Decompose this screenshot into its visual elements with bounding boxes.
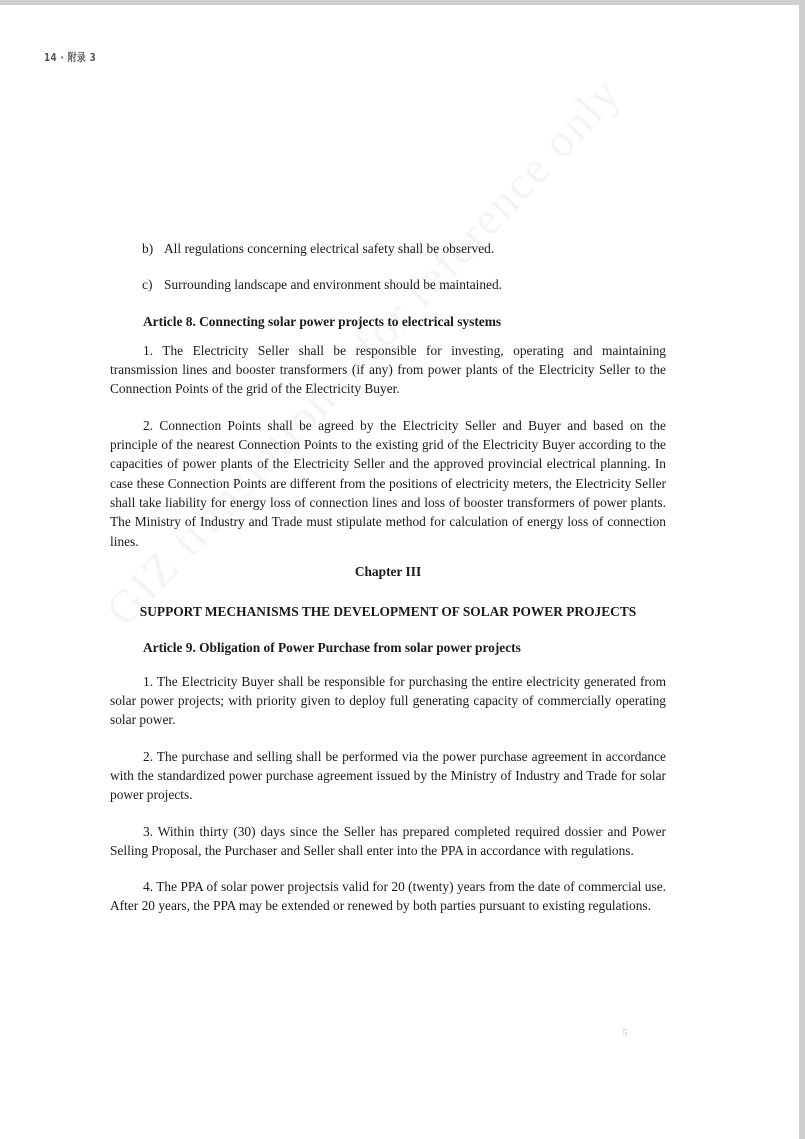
running-head: 14 · 附录 3 [44, 51, 97, 64]
article-9-paragraph-2: 2. The purchase and selling shall be performed via the power purchase agreement in accordance with the standardized power purchase agreement issued by the Ministry of Industry and Trade for solar power projects. [110, 748, 666, 803]
page-number: 5 [622, 1027, 628, 1039]
list-item-text: All regulations concerning electrical safety shall be observed. [164, 241, 495, 256]
list-item [110, 275, 666, 294]
list-item [110, 239, 666, 258]
chapter-number: Chapter III [354, 563, 422, 579]
article-8-paragraph-2: 2. Connection Points shall be agreed by the Electricity Seller and Buyer and based on the principle of the nearest Connection Points to the existing grid of the Electricity Buyer according to the capacities of power plants of the Electricity Seller and the approved provincial electrical planning. In case these Connection Points are different from the positions of electricity meters, the Electricity Seller shall take liability for energy loss of connection lines and loss of booster transformers of power plants. The Ministry of Industry and Trade must stipulate method for calculation of energy loss of connection lines. [110, 417, 666, 549]
document-body [110, 239, 666, 916]
viewer-scrollbar-edge[interactable] [799, 0, 805, 1139]
article-8-heading: Article 8. Connecting solar power projects to electrical systems [143, 313, 502, 329]
list-item-label: c) [142, 277, 153, 293]
list-item-text: Surrounding landscape and environment should be maintained. [164, 277, 503, 293]
list-item-label: b) [142, 241, 154, 256]
article-9-paragraph-1: 1. The Electricity Buyer shall be responsible for purchasing the entire electricity generated from solar power projects; with priority given to deploy full generating capacity of commercially operating solar power. [110, 673, 666, 728]
article-9-heading: Article 9. Obligation of Power Purchase from solar power projects [143, 640, 521, 656]
chapter-title: SUPPORT MECHANISMS THE DEVELOPMENT OF SOLAR POWER PROJECTS [139, 604, 637, 620]
article-9-paragraph-4: 4. The PPA of solar power projectsis valid for 20 (twenty) years from the date of commercial use. After 20 years, the PPA may be extended or renewed by both parties pursuant to existing regulations. [110, 879, 666, 914]
article-8-paragraph-1: 1. The Electricity Seller shall be responsible for investing, operating and maintaining transmission lines and booster transformers (if any) from power plants of the Electricity Seller to the Connection Points of the grid of the Electricity Buyer. [110, 342, 666, 397]
article-9-paragraph-3: 3. Within thirty (30) days since the Seller has prepared completed required dossier and Power Selling Proposal, the Purchaser and Seller shall enter into the PPA in accordance with regulations. [110, 823, 666, 858]
